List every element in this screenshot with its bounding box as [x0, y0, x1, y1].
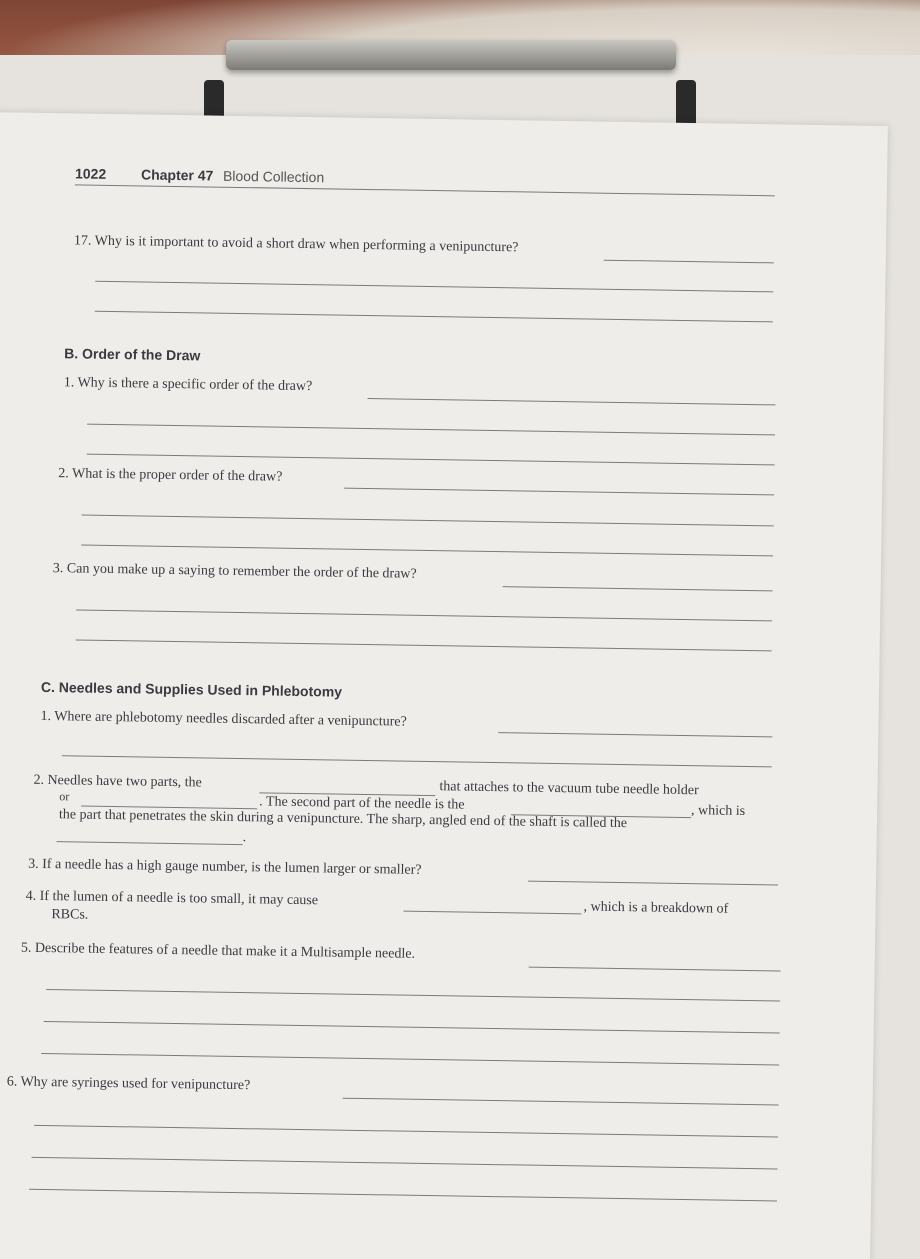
answer-line: [503, 586, 773, 591]
question-b2: 2. What is the proper order of the draw?: [58, 466, 283, 485]
section-b-heading: B. Order of the Draw: [64, 345, 201, 364]
question-c2-or: or: [59, 789, 70, 804]
header-rule: [75, 184, 775, 196]
answer-line: [46, 989, 780, 1002]
answer-line: [44, 1021, 780, 1034]
answer-line: [29, 1189, 777, 1202]
answer-line: [498, 732, 772, 737]
answer-line: [41, 1053, 779, 1066]
answer-line: [32, 1157, 778, 1170]
answer-line: [403, 911, 581, 915]
answer-line: [81, 545, 773, 557]
answer-line: [82, 515, 774, 527]
question-c2-part4: , which is: [690, 803, 746, 819]
answer-line: [343, 1098, 779, 1106]
question-c1: 1. Where are phlebotomy needles discarded after a venipuncture?: [40, 708, 407, 730]
question-b1: 1. Why is there a specific order of the draw?: [63, 375, 313, 395]
answer-line: [368, 398, 776, 405]
clipboard-clip: [226, 40, 676, 70]
question-c4-part3: RBCs.: [51, 907, 89, 923]
answer-line: [76, 639, 772, 651]
question-c2-part1: 2. Needles have two parts, the: [33, 772, 202, 791]
question-c2-part2: that attaches to the vacuum tube needle holder: [439, 779, 699, 799]
question-c2-part3: . The second part of the needle is the: [259, 794, 465, 813]
answer-line: [95, 311, 773, 323]
page-number: 1022: [74, 165, 107, 182]
question-c6: 6. Why are syringes used for venipuncture?: [6, 1074, 251, 1094]
answer-line: [76, 609, 772, 621]
question-c5: 5. Describe the features of a needle that make it a Multisample needle.: [20, 940, 416, 962]
question-c4-part1: 4. If the lumen of a needle is too small, it may cause: [25, 888, 319, 909]
answer-line: [87, 454, 775, 466]
answer-line: [62, 755, 772, 767]
worksheet-page: [0, 112, 888, 1259]
answer-line: [57, 841, 243, 845]
question-c2-end: .: [242, 830, 247, 846]
chapter-label: Chapter 47: [140, 166, 214, 184]
answer-line: [34, 1125, 778, 1138]
question-c4-part2: , which is a breakdown of: [583, 899, 729, 917]
answer-line: [95, 281, 773, 293]
question-b3: 3. Can you make up a saying to remember the order of the draw?: [52, 561, 417, 582]
question-c3: 3. If a needle has a high gauge number, is the lumen larger or smaller?: [28, 856, 422, 878]
question-17: 17. Why is it important to avoid a short draw when performing a venipuncture?: [73, 233, 519, 256]
question-c2-part5: the part that penetrates the skin during a venipuncture. The sharp, angled end of the shaft is called the: [58, 807, 628, 832]
answer-line: [528, 881, 778, 886]
answer-line: [344, 488, 774, 496]
answer-line: [604, 260, 774, 264]
chapter-title: Blood Collection: [222, 167, 325, 186]
section-c-heading: C. Needles and Supplies Used in Phlebotomy: [40, 678, 343, 700]
answer-line: [529, 967, 781, 972]
answer-line: [87, 424, 775, 436]
